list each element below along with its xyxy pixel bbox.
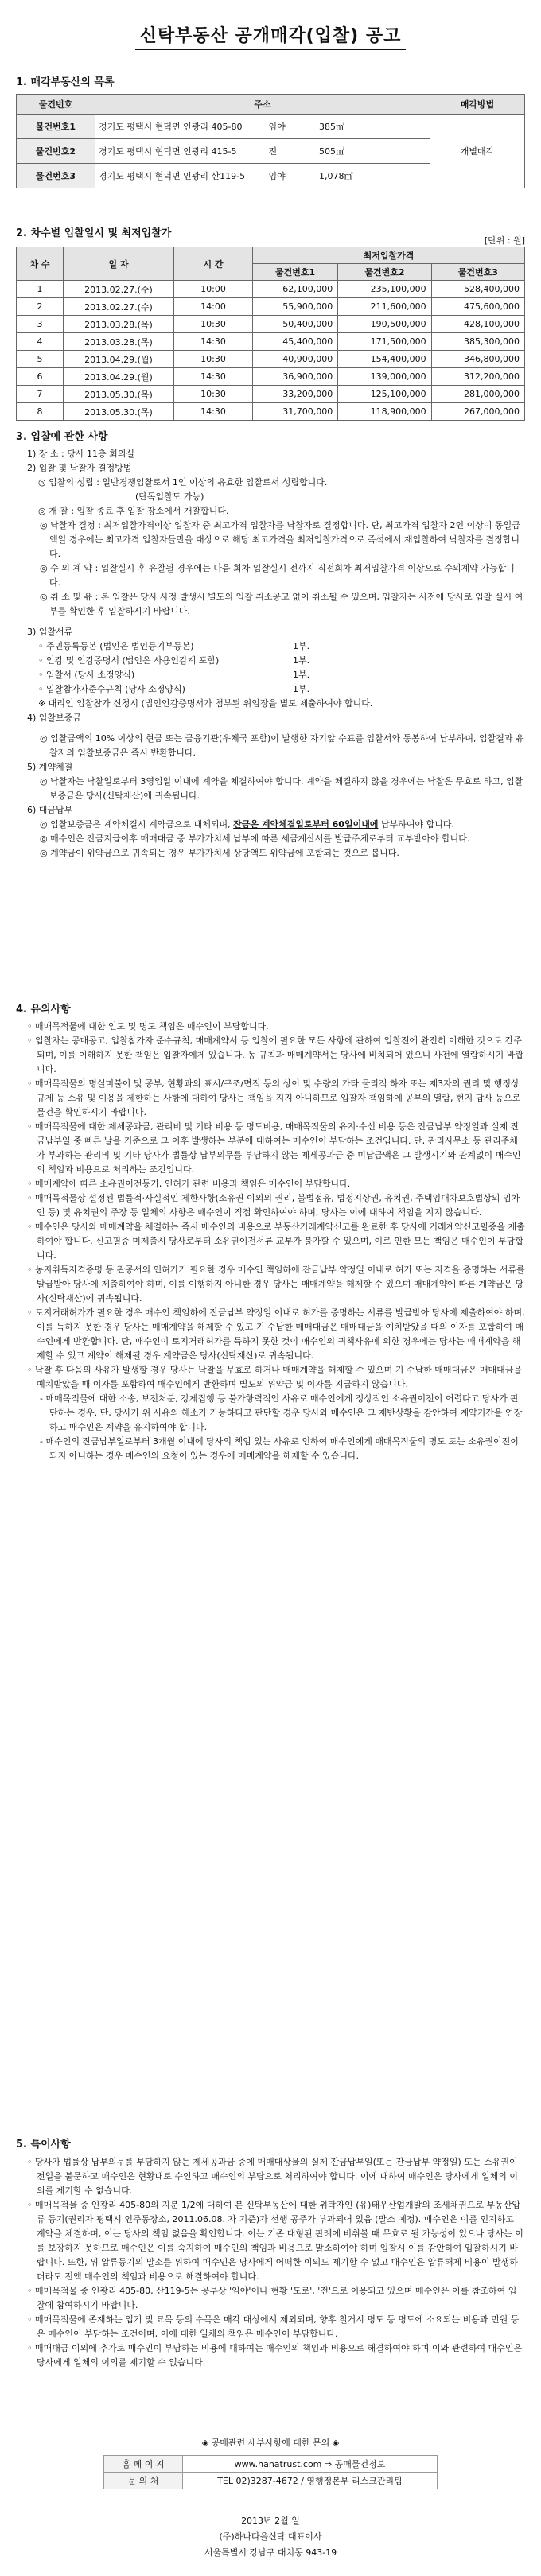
notice-subitem: - 매매목적물에 대한 소송, 보전처분, 강제집행 등 불가항력적인 사유로 매수인에게 정상적인 소유권이전이 어렵다고 당사가 판단하는 경우. 단, 당사가 위 사유의 해소가 가능하다고 판단할 경우 당사와 매수인은 그 제반상황을 감안하여 계약기간을 연장하고 매수인은 계약을 유지하여야 합니다. bbox=[40, 1393, 523, 1432]
header-item3: 물건번호3 bbox=[431, 264, 524, 281]
price-cell-item3: 528,400,000 bbox=[431, 281, 524, 298]
table-row bbox=[17, 316, 525, 333]
place-line: 1) 장 소 : 당사 11층 회의실 bbox=[27, 449, 134, 459]
item-no: 물건번호1 bbox=[17, 115, 95, 139]
notice-item: ◦ 토지거래허가가 필요한 경우 매수인 책임하에 잔금납부 약정일 이내로 허가를 증명하는 서류를 발급받아 당사에 제출하여야 하며, 이를 득하지 못한 경우 당사는 매매계약을 해제할 수 있고 기 수납한 매매대금은 매매대금을 예치받았을 때의 이자를 포함하여 매수인에게 반환합니다. 단, 매수인이 토지거래허가를 득하지 못한 것이 매수인의 귀책사유에 의한 경우에는 당사는 매매계약을 해제할 수 있고 계약이 해제될 경우 계약금은 당사(신탁재산)로 귀속됩니다. bbox=[27, 1307, 525, 1361]
section4-title: 4. 유의사항 bbox=[16, 1004, 71, 1016]
notice-item: ◦ 농지취득자격증명 등 관공서의 인허가가 필요한 경우 매수인 책임하에 잔금납부 약정일 이내로 허가 또는 자격을 증명하는 서류를 발급받아 당사에 제출하여야 하며, 이를 이행하지 아니한 경우 당사는 매매계약을 해제할 수 있으며 매매계약에 따른 계약금은 당사(신탁재산)에 귀속됩니다. bbox=[27, 1265, 525, 1304]
schedule-body bbox=[17, 281, 525, 421]
header-method: 매각방법 bbox=[430, 95, 525, 115]
bid-schedule-table bbox=[16, 247, 525, 421]
header-item1: 물건번호1 bbox=[253, 264, 338, 281]
special-item: ◦ 매매목적물에 존재하는 입기 및 묘목 등의 수목은 매각 대상에서 제외되며, 향후 철거시 명도 등 명도에 소요되는 비용과 민원 등은 매수인이 부담하는 조건이며, 이에 대한 일체의 책임은 매수인이 부담합니다. bbox=[27, 2314, 520, 2339]
round-cell: 7 bbox=[17, 386, 64, 403]
price-cell-item1: 55,900,000 bbox=[253, 298, 338, 316]
item-no: 물건번호3 bbox=[17, 164, 95, 188]
payment-heading: 6) 대금납부 bbox=[27, 805, 73, 815]
date-cell: 2013.03.28.(목) bbox=[64, 316, 174, 333]
price-cell-item3: 267,000,000 bbox=[431, 403, 524, 421]
header-min-price: 최저입찰가격 bbox=[253, 247, 525, 264]
special-item: ◦ 매매목적물 중 인광리 405-80의 지분 1/2에 대하여 본 신탁부동산에 대한 위탁자인 (유)태우산업개발의 조세채권으로 부동산압류 등기(권리자 평택시 인주동장소, 2011.06.08. 자 기준)가 선행 공주가 부과되어 있음 (말소 예정). 매수인은 이를 인지하고 계약을 체결하며, 이는 당사의 책임 없음을 확인합니다. 이는 기존 대형된 판례에 비취볼 때 무효로 될 가능성이 있으나 당사는 이를 보장하지 못하므로 매수인은 이를 숙지하여 매수인의 책임과 비용으로 말소하여야 하며 입찰시 이를 감안하여 입찰하시기 바랍니다. 또한, 위 압류등기의 말소를 위하여 매수인은 당사에게 어떠한 이의도 제기할 수 없고 매수인은 압류해제 비용이 발생하더라도 전액 매수인의 책임과 비용으로 해결하여야 합니다. bbox=[27, 2200, 523, 2282]
document-item: ◦ 입찰참가자준수규칙 (당사 소정양식) 1부. bbox=[38, 684, 310, 694]
price-cell-item1: 33,200,000 bbox=[253, 386, 338, 403]
homepage-link[interactable]: www.hanatrust.com ⇒ 공매물건정보 bbox=[183, 2456, 438, 2473]
document-item: ◦ 주민등록등본 (법인은 법인등기부등본) 1부. bbox=[38, 641, 310, 651]
item-no: 물건번호2 bbox=[17, 139, 95, 164]
notice-date: 2013년 2월 일 bbox=[241, 2516, 300, 2526]
table-row bbox=[17, 281, 525, 298]
time-cell: 10:30 bbox=[174, 386, 253, 403]
round-cell: 3 bbox=[17, 316, 64, 333]
notice-item: ◦ 매매목적물에 대한 인도 및 명도 책임은 매수인이 부담합니다. bbox=[27, 1021, 269, 1032]
contact-label: 문 의 처 bbox=[104, 2473, 183, 2489]
header-time: 시 간 bbox=[174, 247, 253, 281]
document-item: ◦ 인감 및 인감증명서 (법인은 사용인감계 포함) 1부. bbox=[38, 655, 310, 666]
date-cell: 2013.03.28.(목) bbox=[64, 333, 174, 351]
time-cell: 10:30 bbox=[174, 351, 253, 368]
table-row bbox=[17, 368, 525, 386]
contact-row bbox=[104, 2456, 438, 2473]
item-address: 경기도 평택시 현덕면 인광리 405-80 임야 385㎡ bbox=[95, 115, 430, 139]
header-round: 차 수 bbox=[17, 247, 64, 281]
contact-box bbox=[103, 2436, 438, 2489]
section2-title: 2. 차수별 입찰일시 및 최저입찰가 bbox=[16, 227, 172, 239]
price-cell-item1: 36,900,000 bbox=[253, 368, 338, 386]
price-cell-item2: 211,600,000 bbox=[338, 298, 431, 316]
formation-note: (단독입찰도 가능) bbox=[135, 491, 204, 502]
time-cell: 14:30 bbox=[174, 333, 253, 351]
payment-line: ◎ 입찰보증금은 계약체결시 계약금으로 대체되며, 잔금은 계약체결일로부터 60일이내에 납부하여야 합니다. bbox=[40, 819, 454, 830]
date-cell: 2013.05.30.(목) bbox=[64, 386, 174, 403]
time-cell: 14:30 bbox=[174, 403, 253, 421]
table-row bbox=[17, 115, 525, 139]
notice-item: ◦ 매매목적물상 설정된 법률적·사실적인 제한사항(소유권 이외의 권리, 불법점유, 법정지상권, 유치권, 주택임대차보호법상의 임차인 등) 및 유치권의 주장 등 일체의 사항은 매수인이 직접 확인하여야 하며, 당사는 이에 대하여 책임을 지지 않습니다. bbox=[27, 1193, 520, 1218]
document-item: ◦ 입찰서 (당사 소정양식) 1부. bbox=[38, 670, 310, 680]
contact-phone: TEL 02)3287-4672 / 영행정본부 리스크관리팀 bbox=[183, 2473, 438, 2489]
special-item: ◦ 매매대금 이외에 추가로 매수인이 부담하는 비용에 대하여는 매수인의 책임과 비용으로 해결하여야 하며 이와 관련하여 매수인은 당사에게 일체의 이의를 제기할 수 없습니다. bbox=[27, 2343, 523, 2368]
contact-label: 홈 페 이 지 bbox=[104, 2456, 183, 2473]
price-cell-item2: 139,000,000 bbox=[338, 368, 431, 386]
price-cell-item1: 31,700,000 bbox=[253, 403, 338, 421]
price-cell-item3: 281,000,000 bbox=[431, 386, 524, 403]
price-cell-item3: 346,800,000 bbox=[431, 351, 524, 368]
price-cell-item2: 154,400,000 bbox=[338, 351, 431, 368]
price-cell-item2: 118,900,000 bbox=[338, 403, 431, 421]
deposit-line: ◎ 입찰금액의 10% 이상의 현금 또는 금융기관(우체국 포함)이 발행한 자기앞 수표를 입찰서와 동봉하여 납부하며, 입찰결과 유찰자의 입찰보증금은 즉시 반환합니다. bbox=[40, 733, 524, 758]
section4-body bbox=[16, 1020, 525, 1463]
penalty-line: ◎ 계약금이 위약금으로 귀속되는 경우 부가가치세 상당액도 위약금에 포함되는 것으로 봅니다. bbox=[40, 848, 399, 858]
table-row bbox=[17, 403, 525, 421]
section5-title: 5. 특이사항 bbox=[16, 2139, 71, 2151]
section5-body bbox=[16, 2155, 525, 2370]
notice-item: ◦ 매수인은 당사와 매매계약을 체결하는 즉시 매수인의 비용으로 부동산거래계약신고를 완료한 후 당사에 거래계약신고필증을 제출하여야 합니다. 신고필증 미제출시 당사로부터 소유권이전서류 교부가 불가할 수 있으며, 이로 인한 모든 책임은 매수인이 부담합니다. bbox=[27, 1222, 525, 1261]
round-cell: 5 bbox=[17, 351, 64, 368]
item-address: 경기도 평택시 현덕면 인광리 415-5 전 505㎡ bbox=[95, 139, 430, 164]
round-cell: 6 bbox=[17, 368, 64, 386]
price-cell-item2: 235,100,000 bbox=[338, 281, 431, 298]
page-title: 신탁부동산 공개매각(입찰) 공고 bbox=[0, 22, 541, 50]
price-cell-item3: 428,100,000 bbox=[431, 316, 524, 333]
notice-item: ◦ 매매목적물의 명실미불이 및 공부, 현황과의 표시/구조/면적 등의 상이 및 수량의 가타 물리적 하자 또는 제3자의 권리 및 행정상 규제 등 소유 및 이용을 제한하는 사항에 대하여 당사는 책임을 지지 아니하므로 입찰자 책임하에 공부의 열람, 현지 답사 등으로 물건을 확인하시기 바랍니다. bbox=[27, 1078, 521, 1117]
winner-decision-line: ◎ 낙찰자 결정 : 최저입찰가격이상 입찰자 중 최고가격 입찰자를 낙찰자로 결정합니다. 단, 최고가격 입찰자 2인 이상이 동일금액일 경우에는 최고가격 입찰자들만을 대상으로 해당 최고가격을 최저입찰가격으로 즉석에서 재입찰하여 낙찰자를 결정합니다. bbox=[40, 520, 520, 559]
price-cell-item2: 190,500,000 bbox=[338, 316, 431, 333]
notice-subitem: - 매수인의 잔금납부일로부터 3개월 이내에 당사의 책임 있는 사유로 인하여 매수인에게 매매목적물의 명도 또는 소유권이전이 되지 아니하는 경우 매수인의 요청이 있는 경우에 매매계약을 해제할 수 있습니다. bbox=[40, 1436, 519, 1461]
section3-body bbox=[16, 447, 525, 861]
company-name: (주)하나다올신탁 대표이사 bbox=[219, 2531, 322, 2542]
section1-title: 1. 매각부동산의 목록 bbox=[16, 76, 115, 88]
header-date: 일 자 bbox=[64, 247, 174, 281]
table-header-row bbox=[17, 95, 525, 115]
unit-label: [단위 : 원] bbox=[484, 235, 525, 246]
date-cell: 2013.02.27.(수) bbox=[64, 281, 174, 298]
contract-line: ◎ 낙찰자는 낙찰일로부터 3영업일 이내에 계약을 체결하여야 합니다. 계약을 체결하지 않을 경우에는 낙찰은 무효로 하고, 입찰보증금은 당사(신탁재산)에 귀속됩니다. bbox=[40, 776, 523, 801]
footer bbox=[0, 2513, 541, 2561]
date-cell: 2013.04.29.(월) bbox=[64, 368, 174, 386]
item-address: 경기도 평택시 현덕면 인광리 산119-5 임야 1,078㎡ bbox=[95, 164, 430, 188]
opening-line: ◎ 개 찰 : 입찰 종료 후 입찰 장소에서 개찰합니다. bbox=[38, 506, 229, 516]
price-cell-item2: 171,500,000 bbox=[338, 333, 431, 351]
price-cell-item1: 45,400,000 bbox=[253, 333, 338, 351]
price-cell-item1: 40,900,000 bbox=[253, 351, 338, 368]
contact-heading: ◈ 공매관련 세부사항에 대한 문의 ◈ bbox=[201, 2438, 340, 2448]
table-row bbox=[17, 333, 525, 351]
notice-item: ◦ 입찰자는 공매공고, 입찰참가자 준수규칙, 매매계약서 등 입찰에 필요한 모든 사항에 관하여 입찰전에 완전히 이해한 것으로 간주되며, 이를 이해하지 못한 책임은 입찰자에게 있습니다. 동 규칙과 매매계약서는 당사에 비치되어 있으니 사전에 열람하시기 바랍니다. bbox=[27, 1035, 523, 1074]
time-cell: 14:30 bbox=[174, 368, 253, 386]
section3-title: 3. 입찰에 관한 사항 bbox=[16, 431, 108, 443]
price-cell-item3: 475,600,000 bbox=[431, 298, 524, 316]
table-row bbox=[17, 386, 525, 403]
sale-method: 개별매각 bbox=[430, 115, 525, 188]
contract-heading: 5) 계약체결 bbox=[27, 762, 73, 772]
header-item2: 물건번호2 bbox=[338, 264, 431, 281]
cancel-line: ◎ 취 소 및 유 : 본 입찰은 당사 사정 발생시 별도의 입찰 취소공고 없이 취소될 수 있으며, 입찰자는 사전에 당사로 입찰 실시 여부를 확인한 후 입찰하시기 바랍니다. bbox=[40, 592, 523, 616]
documents-note: ※ 대리인 입찰참가 신청시 (법인인감증명서가 첨부된 위임장을 별도 제출하여야 합니다. bbox=[38, 698, 373, 709]
deposit-heading: 4) 입찰보증금 bbox=[27, 713, 81, 723]
header-item-no: 물건번호 bbox=[17, 95, 95, 115]
time-cell: 10:30 bbox=[174, 316, 253, 333]
property-list-table bbox=[16, 94, 525, 188]
price-cell-item1: 62,100,000 bbox=[253, 281, 338, 298]
notice-item: ◦ 낙찰 후 다음의 사유가 발생할 경우 당사는 낙찰을 무효로 하거나 매매계약을 해제할 수 있으며 기 수납한 매매대금은 매매대금을 예치받았을 때 이자를 포함하여 매수인에게 반환하며 별도의 위약금 및 이자를 지급하지 않습니다. bbox=[27, 1365, 522, 1389]
private-contract-line: ◎ 수 의 계 약 : 입찰실시 후 유찰될 경우에는 다음 회차 입찰실시 전까지 직전회차 최저입찰가격 이상으로 수의계약 가능합니다. bbox=[40, 563, 515, 588]
round-cell: 4 bbox=[17, 333, 64, 351]
notice-item: ◦ 매매목적물에 대한 제세공과금, 관리비 및 기타 비용 등 명도비용, 매매목적물의 유지·수선 비용 등은 잔금납부 약정일과 실제 잔금납부일 중 빠른 날을 기준으로 그 이후 발생하는 부분에 대하여는 매수인이 부담하는 조건입니다. 단, 관리사무소 등 관리주체가 부과하는 관리비 및 기타 당사가 법률상 납부의무를 부담하지 않는 제세공과금 중 미납금액은 그 발생시기와 관계없이 매수인의 책임과 비용으로 처리하는 조건입니다. bbox=[27, 1121, 521, 1175]
round-cell: 8 bbox=[17, 403, 64, 421]
company-address: 서울특별시 강남구 대치동 943-19 bbox=[204, 2547, 337, 2558]
contact-table bbox=[103, 2455, 438, 2489]
special-item: ◦ 매매목적물 중 인광리 405-80, 산119-5는 공부상 '임야'이나 현황 '도로', '전'으로 이용되고 있으며 매수인은 이를 참조하여 입찰에 참여하시기 바랍니다. bbox=[27, 2286, 517, 2310]
special-item: ◦ 당사가 법률상 납부의무를 부담하지 않는 제세공과금 중에 매매대상물의 실제 잔금납부일(또는 잔금납부 약정일) 또는 소유권이전일을 불문하고 매수인은 현황대로 수인하고 매수인의 부담으로 처리하여야 합니다. 이에 대하여 매수인은 당사에게 일체의 이의를 제기할 수 없습니다. bbox=[27, 2157, 518, 2196]
header-address: 주소 bbox=[95, 95, 430, 115]
round-cell: 2 bbox=[17, 298, 64, 316]
notice-item: ◦ 매매계약에 따른 소유권이전등기, 인허가 관련 비용과 책임은 매수인이 부담합니다. bbox=[27, 1179, 351, 1189]
date-cell: 2013.05.30.(목) bbox=[64, 403, 174, 421]
time-cell: 10:00 bbox=[174, 281, 253, 298]
documents-heading: 3) 입찰서류 bbox=[27, 627, 73, 637]
method-heading: 2) 입찰 및 낙찰자 결정방법 bbox=[27, 463, 132, 473]
formation-line: ◎ 입찰의 성립 : 일반경쟁입찰로서 1인 이상의 유효한 입찰로서 성립합니다. bbox=[38, 477, 328, 488]
table-header-row bbox=[17, 247, 525, 264]
table-row bbox=[17, 298, 525, 316]
price-cell-item1: 50,400,000 bbox=[253, 316, 338, 333]
price-cell-item2: 125,100,000 bbox=[338, 386, 431, 403]
time-cell: 14:00 bbox=[174, 298, 253, 316]
date-cell: 2013.02.27.(수) bbox=[64, 298, 174, 316]
table-row bbox=[17, 351, 525, 368]
price-cell-item3: 312,200,000 bbox=[431, 368, 524, 386]
contact-row bbox=[104, 2473, 438, 2489]
date-cell: 2013.04.29.(월) bbox=[64, 351, 174, 368]
tax-invoice-line: ◎ 매수인은 잔금지급이후 매매대금 중 부가가치세 납부에 따른 세금계산서를 발급주체로부터 교부받아야 합니다. bbox=[40, 833, 470, 844]
round-cell: 1 bbox=[17, 281, 64, 298]
price-cell-item3: 385,300,000 bbox=[431, 333, 524, 351]
